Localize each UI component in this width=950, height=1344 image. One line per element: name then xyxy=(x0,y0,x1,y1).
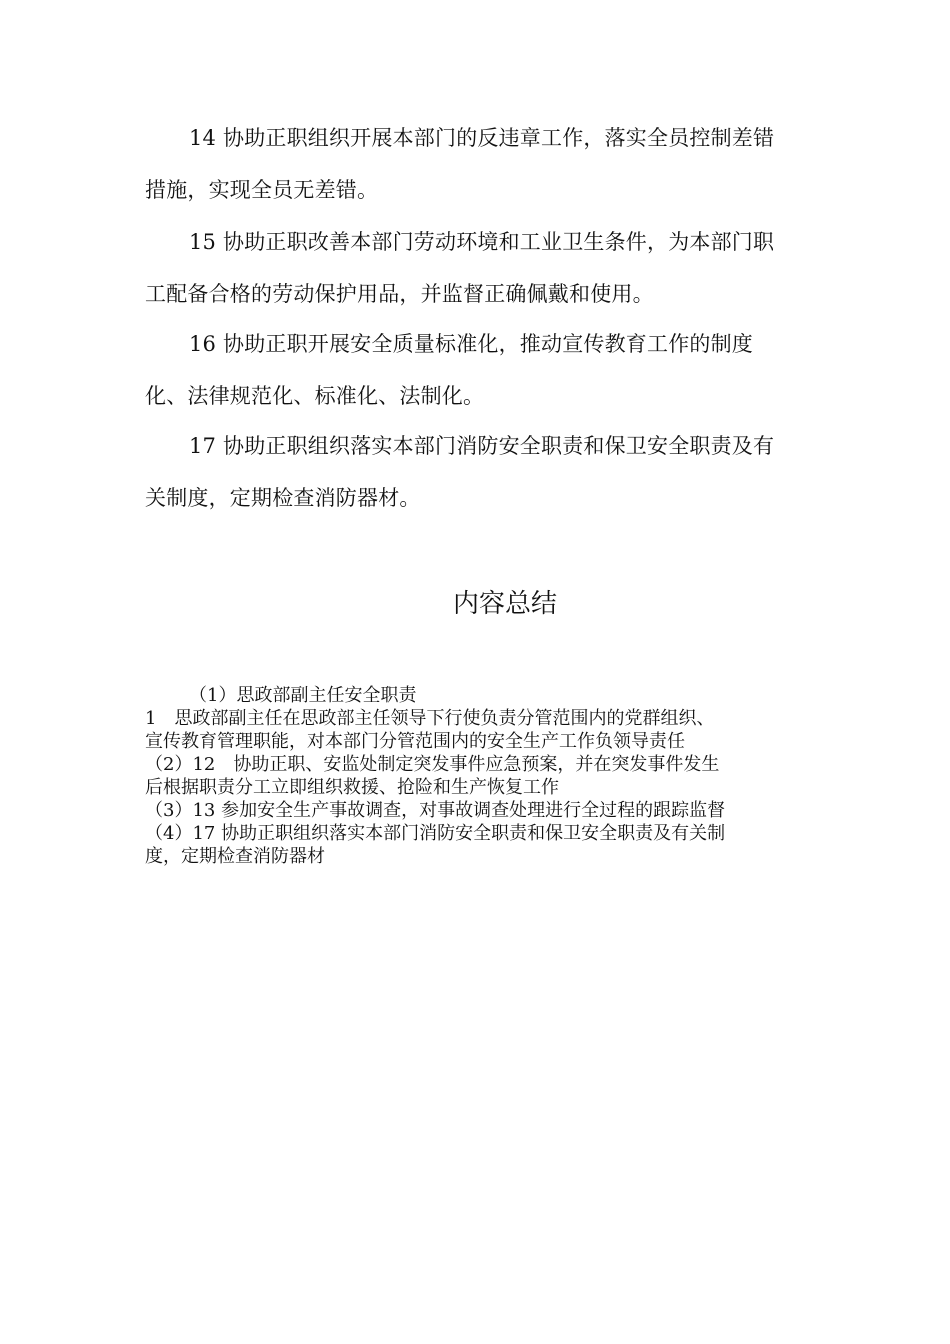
paragraph-line: 化、法律规范化、标准化、法制化。 xyxy=(145,384,485,408)
paragraph-line: 15 协助正职改善本部门劳动环境和工业卫生条件，为本部门职 xyxy=(189,230,775,254)
summary-title: 内容总结 xyxy=(452,589,557,619)
paragraph-14 xyxy=(145,112,805,216)
paragraph-16 xyxy=(145,318,805,422)
summary-line: （1）思政部副主任安全职责 xyxy=(189,685,417,706)
paragraph-line: 措施，实现全员无差错。 xyxy=(145,178,379,202)
paragraph-line: 工配备合格的劳动保护用品，并监督正确佩戴和使用。 xyxy=(145,282,654,306)
paragraph-17 xyxy=(145,420,805,524)
summary-line: （2）12 协助正职、安监处制定突发事件应急预案，并在突发事件发生 xyxy=(145,754,720,775)
paragraph-line: 16 协助正职开展安全质量标准化，推动宣传教育工作的制度 xyxy=(189,332,753,356)
summary-line: （3）13 参加安全生产事故调查，对事故调查处理进行全过程的跟踪监督 xyxy=(145,800,726,821)
summary-line: （4）17 协助正职组织落实本部门消防安全职责和保卫安全职责及有关制 xyxy=(145,823,726,844)
paragraph-15 xyxy=(145,216,805,320)
summary-block xyxy=(145,684,815,868)
summary-line: 度，定期检查消防器材 xyxy=(145,846,325,867)
summary-line: 宣传教育管理职能，对本部门分管范围内的安全生产工作负领导责任 xyxy=(145,731,685,752)
summary-line: 1 思政部副主任在思政部主任领导下行使负责分管范围内的党群组织、 xyxy=(145,708,715,729)
paragraph-line: 关制度，定期检查消防器材。 xyxy=(145,486,421,510)
paragraph-line: 17 协助正职组织落实本部门消防安全职责和保卫安全职责及有 xyxy=(189,434,775,458)
summary-line: 后根据职责分工立即组织救援、抢险和生产恢复工作 xyxy=(145,777,559,798)
paragraph-line: 14 协助正职组织开展本部门的反违章工作，落实全员控制差错 xyxy=(189,126,775,150)
